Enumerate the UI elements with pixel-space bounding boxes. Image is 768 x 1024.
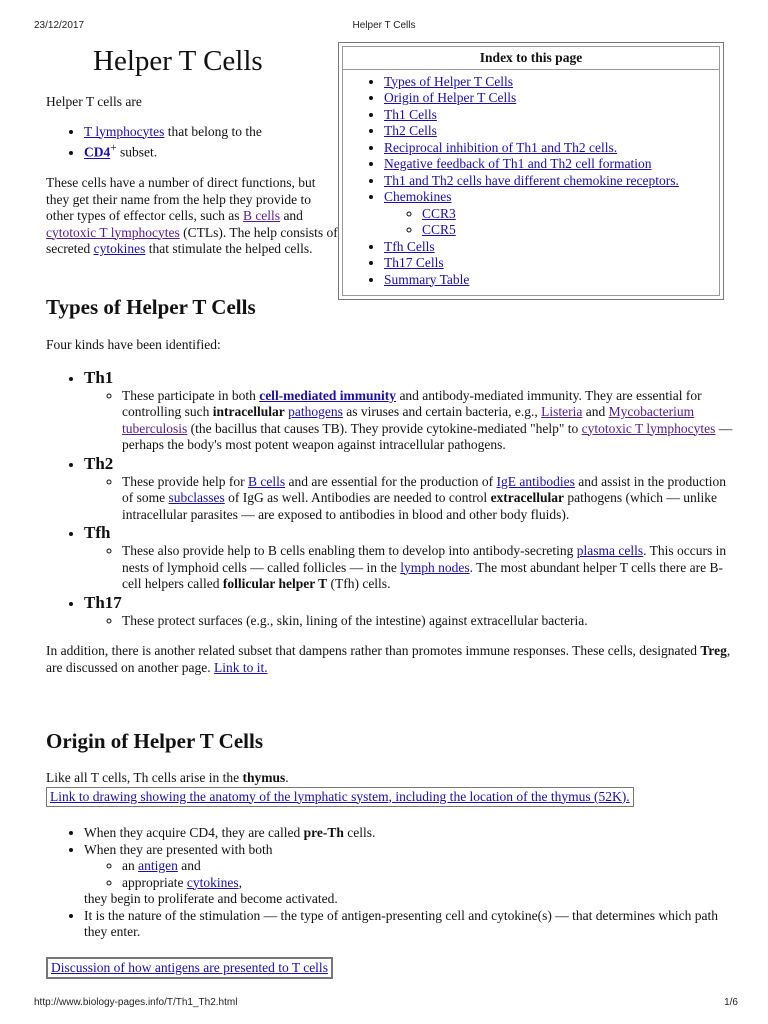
th17-title: Th17: [84, 592, 122, 612]
treg-link[interactable]: Link to it.: [213, 659, 268, 675]
tfh-desc: ◦ These also provide help to B cells enabling them to develop into antibody-secreting plasma cells. This occurs in nests of lymphoid cells — called follicles — in the lymph nodes. The most abundant helper T cells there are B-cell helpers called follicular helper T (Tfh) cells.: [122, 543, 736, 593]
th17-desc: ◦ These protect surfaces (e.g., skin, lining of the intestine) against extracellular bacteria.: [122, 613, 736, 630]
index-link[interactable]: Summary Table: [384, 271, 470, 287]
types-lead: Four kinds have been identified:: [46, 337, 221, 352]
index-list: [343, 74, 719, 289]
index-title: Index to this page: [343, 47, 719, 70]
b-cells-link[interactable]: B cells: [242, 208, 281, 223]
lymphatic-link[interactable]: Link to drawing showing the anatomy of the lymphatic system, including the location of the thymus (52K).: [50, 788, 630, 804]
index-link[interactable]: Chemokines: [384, 189, 452, 204]
th1-desc: ◦ These participate in both cell-mediated immunity and antibody-mediated immunity. They are essential for controlling such intracellular pathogens as viruses and certain bacteria, e.g., Listeria and Mycobacterium tuberculosis (the bacillus that causes TB). They provide cytokine-mediated "help" to cytotoxic T lymphocytes — perhaps the body's most potent weapon against intracellular pathogens.: [122, 388, 736, 454]
origin-lead: Like all T cells, Th cells arise in the thymus.: [46, 770, 289, 785]
cd4-link[interactable]: CD4: [84, 144, 111, 160]
ctl-link[interactable]: cytotoxic T lymphocytes: [581, 420, 716, 436]
types-list: [46, 368, 736, 630]
index-link[interactable]: Th2 Cells: [384, 123, 437, 138]
index-link[interactable]: Tfh Cells: [384, 238, 435, 254]
index-box: [338, 42, 724, 300]
intro-list: [46, 124, 338, 162]
antigen-box: [46, 957, 333, 980]
th1-title: Th1: [84, 367, 114, 387]
cmi-link[interactable]: cell-mediated immunity: [259, 387, 397, 403]
th2-desc: ◦ These provide help for B cells and are essential for the production of IgE antibodies and assist in the production of some subclasses of IgG as well. Antibodies are needed to control extracellular pathogens (which — unlike intracellular parasites — are exposed to antibodies in blood and other body fluids).: [122, 474, 736, 524]
origin-list: [46, 825, 736, 941]
antigen-link[interactable]: antigen: [138, 858, 178, 873]
print-title: Helper T Cells: [352, 20, 416, 31]
mycobacterium-link[interactable]: Mycobacterium tuberculosis: [122, 404, 695, 436]
cytotoxic-link[interactable]: cytotoxic T lymphocytes: [46, 224, 180, 240]
list-item: • T lymphocytes that belong to the: [84, 124, 338, 141]
list-item: • When they acquire CD4, they are called pre-Th cells.: [84, 825, 736, 842]
lymph-nodes-link[interactable]: lymph nodes: [400, 559, 470, 575]
lymphatic-box: [46, 787, 634, 808]
ige-link[interactable]: IgE antibodies: [496, 473, 575, 489]
listeria-link[interactable]: Listeria: [541, 404, 583, 419]
index-link[interactable]: CCR3: [422, 205, 456, 221]
index-link[interactable]: Th17 Cells: [384, 255, 444, 270]
b-cells-link[interactable]: B cells: [247, 473, 286, 489]
list-item: • It is the nature of the stimulation — the type of antigen-presenting cell and cytokine(s) — that determines which path they enter.: [84, 908, 736, 941]
types-section: [46, 337, 736, 676]
page-title: Helper T Cells: [93, 45, 263, 77]
index-sublist: [384, 206, 719, 239]
index-link[interactable]: Reciprocal inhibition of Th1 and Th2 cells.: [384, 139, 618, 155]
index-link[interactable]: Origin of Helper T Cells: [384, 90, 517, 105]
index-link[interactable]: CCR5: [422, 222, 456, 237]
plasma-cells-link[interactable]: plasma cells: [576, 543, 644, 558]
th2-title: Th2: [84, 453, 114, 473]
tfh-title: Tfh: [84, 523, 111, 542]
cytokines-link[interactable]: cytokines: [93, 241, 146, 256]
index-link[interactable]: Negative feedback of Th1 and Th2 cell formation: [384, 156, 652, 171]
print-date: 23/12/2017: [34, 20, 85, 31]
types-heading: Types of Helper T Cells: [46, 295, 256, 319]
list-item: • When they are presented with both ◦ an antigen and ◦ appropriate cytokines, they begin to proliferate and become activated.: [84, 842, 736, 908]
print-page-number: 1/6: [724, 997, 738, 1008]
intro-section: [46, 94, 338, 258]
origin-section: [46, 770, 736, 979]
pathogens-link[interactable]: pathogens: [288, 404, 343, 419]
index-link[interactable]: Th1 Cells: [384, 106, 437, 122]
antigen-presentation-link[interactable]: Discussion of how antigens are presented to T cells: [51, 959, 328, 975]
print-url: http://www.biology-pages.info/T/Th1_Th2.html: [34, 997, 238, 1008]
subclasses-link[interactable]: subclasses: [168, 490, 225, 505]
origin-heading: Origin of Helper T Cells: [46, 729, 264, 753]
index-link[interactable]: Types of Helper T Cells: [384, 73, 514, 89]
index-link[interactable]: Th1 and Th2 cells have different chemokine receptors.: [384, 172, 679, 188]
intro-paragraph: These cells have a number of direct functions, but they get their name from the help they provide to other types of effector cells, such as B cells and cytotoxic T lymphocytes (CTLs). The help consists of secreted cytokines that stimulate the helped cells.: [46, 175, 338, 256]
list-item: • CD4+ subset.: [84, 140, 338, 161]
cytokines-link[interactable]: cytokines: [186, 874, 239, 890]
t-lymphocytes-link[interactable]: T lymphocytes: [84, 123, 165, 139]
treg-paragraph: In addition, there is another related subset that dampens rather than promotes immune responses. These cells, designated Treg, are discussed on another page. Link to it.: [46, 643, 731, 675]
intro-lead: Helper T cells are: [46, 94, 142, 109]
